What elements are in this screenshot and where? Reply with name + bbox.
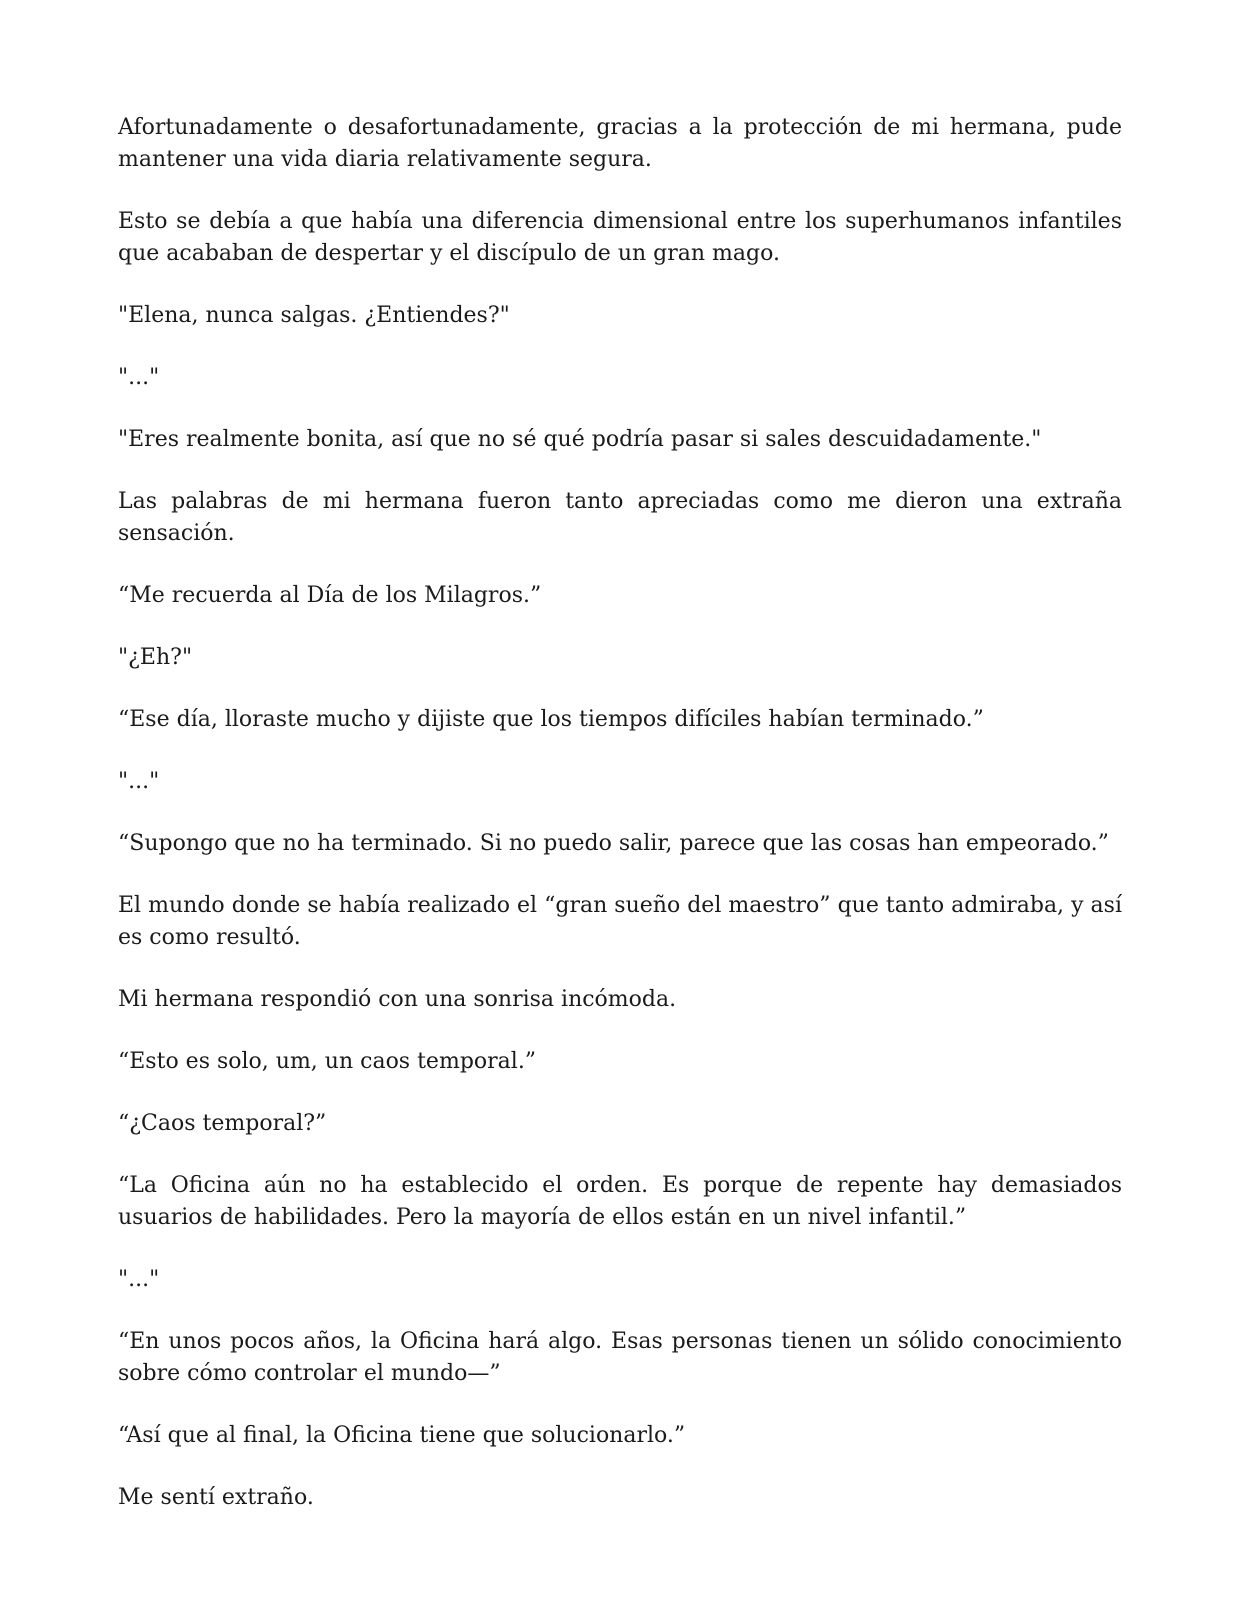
paragraph: Afortunadamente o desafortunadamente, gracias a la protección de mi hermana, pude mantener una vida diaria relativamente segura. — [118, 115, 1122, 172]
dialogue-line: "Eres realmente bonita, así que no sé qué podría pasar si sales descuidadamente." — [118, 427, 1042, 452]
dialogue-line: “Así que al final, la Oficina tiene que solucionarlo.” — [118, 1423, 686, 1448]
paragraph: El mundo donde se había realizado el “gran sueño del maestro” que tanto admiraba, y así es como resultó. — [118, 893, 1122, 950]
dialogue-line: "Elena, nunca salgas. ¿Entiendes?" — [118, 303, 510, 328]
dialogue-line: “La Oficina aún no ha establecido el orden. Es porque de repente hay demasiados usuarios de habilidades. Pero la mayoría de ellos están en un nivel infantil.” — [118, 1173, 1122, 1230]
dialogue-line: “¿Caos temporal?” — [118, 1111, 327, 1136]
paragraph: Me sentí extraño. — [118, 1485, 314, 1510]
document-page — [118, 112, 1122, 1544]
dialogue-line: "¿Eh?" — [118, 645, 193, 670]
dialogue-line: “Ese día, lloraste mucho y dijiste que los tiempos difíciles habían terminado.” — [118, 707, 984, 732]
paragraph: Las palabras de mi hermana fueron tanto apreciadas como me dieron una extraña sensación. — [118, 489, 1122, 546]
dialogue-line: “Esto es solo, um, un caos temporal.” — [118, 1049, 537, 1074]
dialogue-line: “Me recuerda al Día de los Milagros.” — [118, 583, 542, 608]
dialogue-line: “Supongo que no ha terminado. Si no puedo salir, parece que las cosas han empeorado.” — [118, 831, 1109, 856]
paragraph: Mi hermana respondió con una sonrisa incómoda. — [118, 987, 677, 1012]
paragraph: Esto se debía a que había una diferencia dimensional entre los superhumanos infantiles que acababan de despertar y el discípulo de un gran mago. — [118, 209, 1122, 266]
dialogue-line: "..." — [118, 769, 160, 794]
dialogue-line: "..." — [118, 1267, 160, 1292]
dialogue-line: "..." — [118, 365, 160, 390]
dialogue-line: “En unos pocos años, la Oficina hará algo. Esas personas tienen un sólido conocimiento sobre cómo controlar el mundo—” — [118, 1329, 1122, 1386]
